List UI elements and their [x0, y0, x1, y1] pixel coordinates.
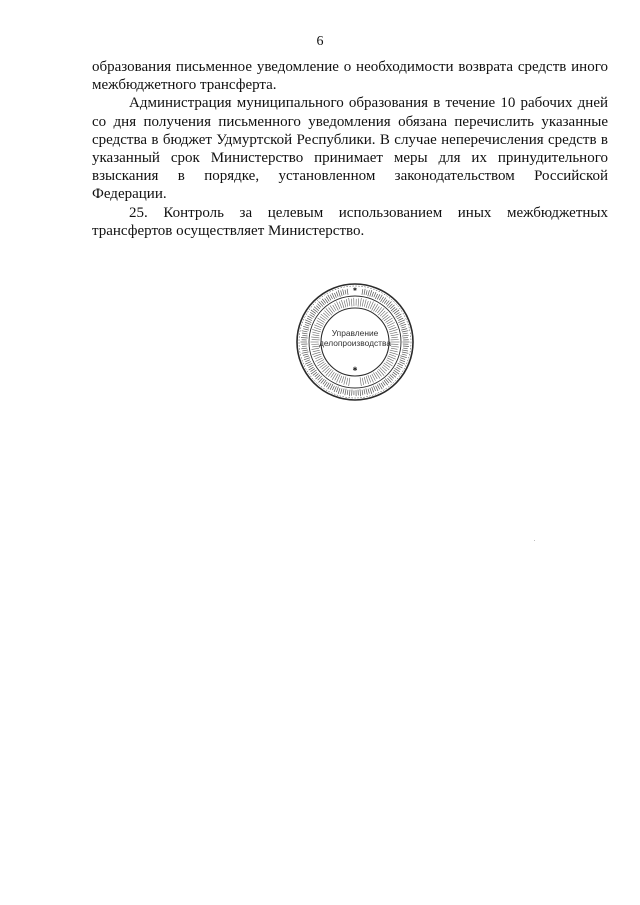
svg-text:✱: ✱ — [352, 287, 358, 293]
paragraph-item-25: 25. Контроль за целевым использованием иных межбюджетных трансфертов осуществляет Министерство. — [92, 204, 608, 239]
body-text — [92, 58, 608, 240]
official-seal-stamp — [290, 280, 420, 405]
scan-speck — [534, 540, 535, 541]
svg-text:✱: ✱ — [352, 366, 358, 373]
paragraph-continuation: образования письменное уведомление о необходимости возврата средств иного межбюджетного трансферта. — [92, 59, 608, 94]
paragraph-refund-obligation: Администрация муниципального образования в течение 10 рабочих дней со дня получения письменного уведомления обязана перечислить указанные средства в бюджет Удмуртской Республики. В случае неперечисления средств в указанный срок Министерство принимает меры для их принудительного взыскания в порядке, установленном законодательством Российской Федерации. — [92, 95, 608, 203]
seal-text-line-2: делопроизводства — [318, 338, 392, 348]
seal-text-line-1: Управление — [331, 328, 379, 338]
page-number: 6 — [316, 34, 324, 49]
